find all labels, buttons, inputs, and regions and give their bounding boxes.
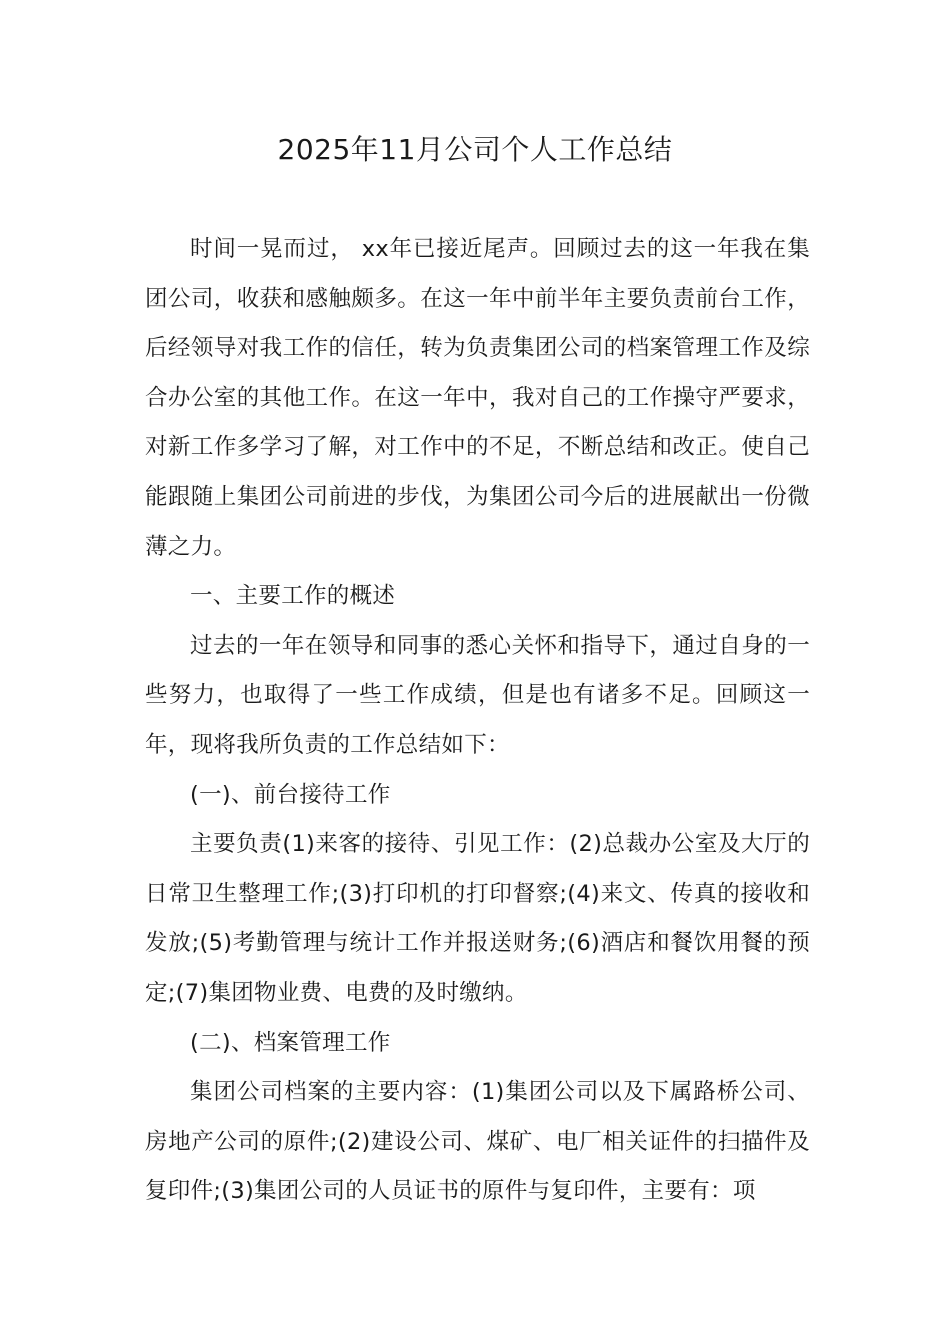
section-heading-overview: 一、主要工作的概述	[190, 583, 396, 610]
document-title: 2025年11月公司个人工作总结	[277, 133, 673, 166]
intro-paragraph: 时间一晃而过， xx年已接近尾声。回顾过去的这一年我在集团公司，收获和感触颇多。在这一年中前半年主要负责前台工作，后经领导对我工作的信任，转为负责集团公司的档案管理工作及综合办公室的其他工作。在这一年中，我对自己的工作操守严要求，对新工作多学习了解，对工作中的不足，不断总结和改正。使自己能跟随上集团公司前进的步伐，为集团公司今后的进展献出一份微薄之力。	[145, 236, 810, 560]
document-body	[145, 225, 810, 1217]
overview-paragraph: 过去的一年在领导和同事的悉心关怀和指导下，通过自身的一些努力，也取得了一些工作成绩，但是也有诸多不足。回顾这一年，现将我所负责的工作总结如下：	[145, 632, 810, 758]
reception-paragraph: 主要负责(1)来客的接待、引见工作：(2)总裁办公室及大厅的日常卫生整理工作;(3)打印机的打印督察;(4)来文、传真的接收和发放;(5)考勤管理与统计工作并报送财务;(6)酒店和餐饮用餐的预定;(7)集团物业费、电费的及时缴纳。	[145, 831, 810, 1006]
subsection-heading-reception: (一)、前台接待工作	[190, 781, 391, 808]
subsection-heading-archives: (二)、档案管理工作	[190, 1029, 391, 1056]
archives-paragraph: 集团公司档案的主要内容：(1)集团公司以及下属路桥公司、房地产公司的原件;(2)建设公司、煤矿、电厂相关证件的扫描件及复印件;(3)集团公司的人员证书的原件与复印件，主要有：项	[145, 1079, 810, 1205]
